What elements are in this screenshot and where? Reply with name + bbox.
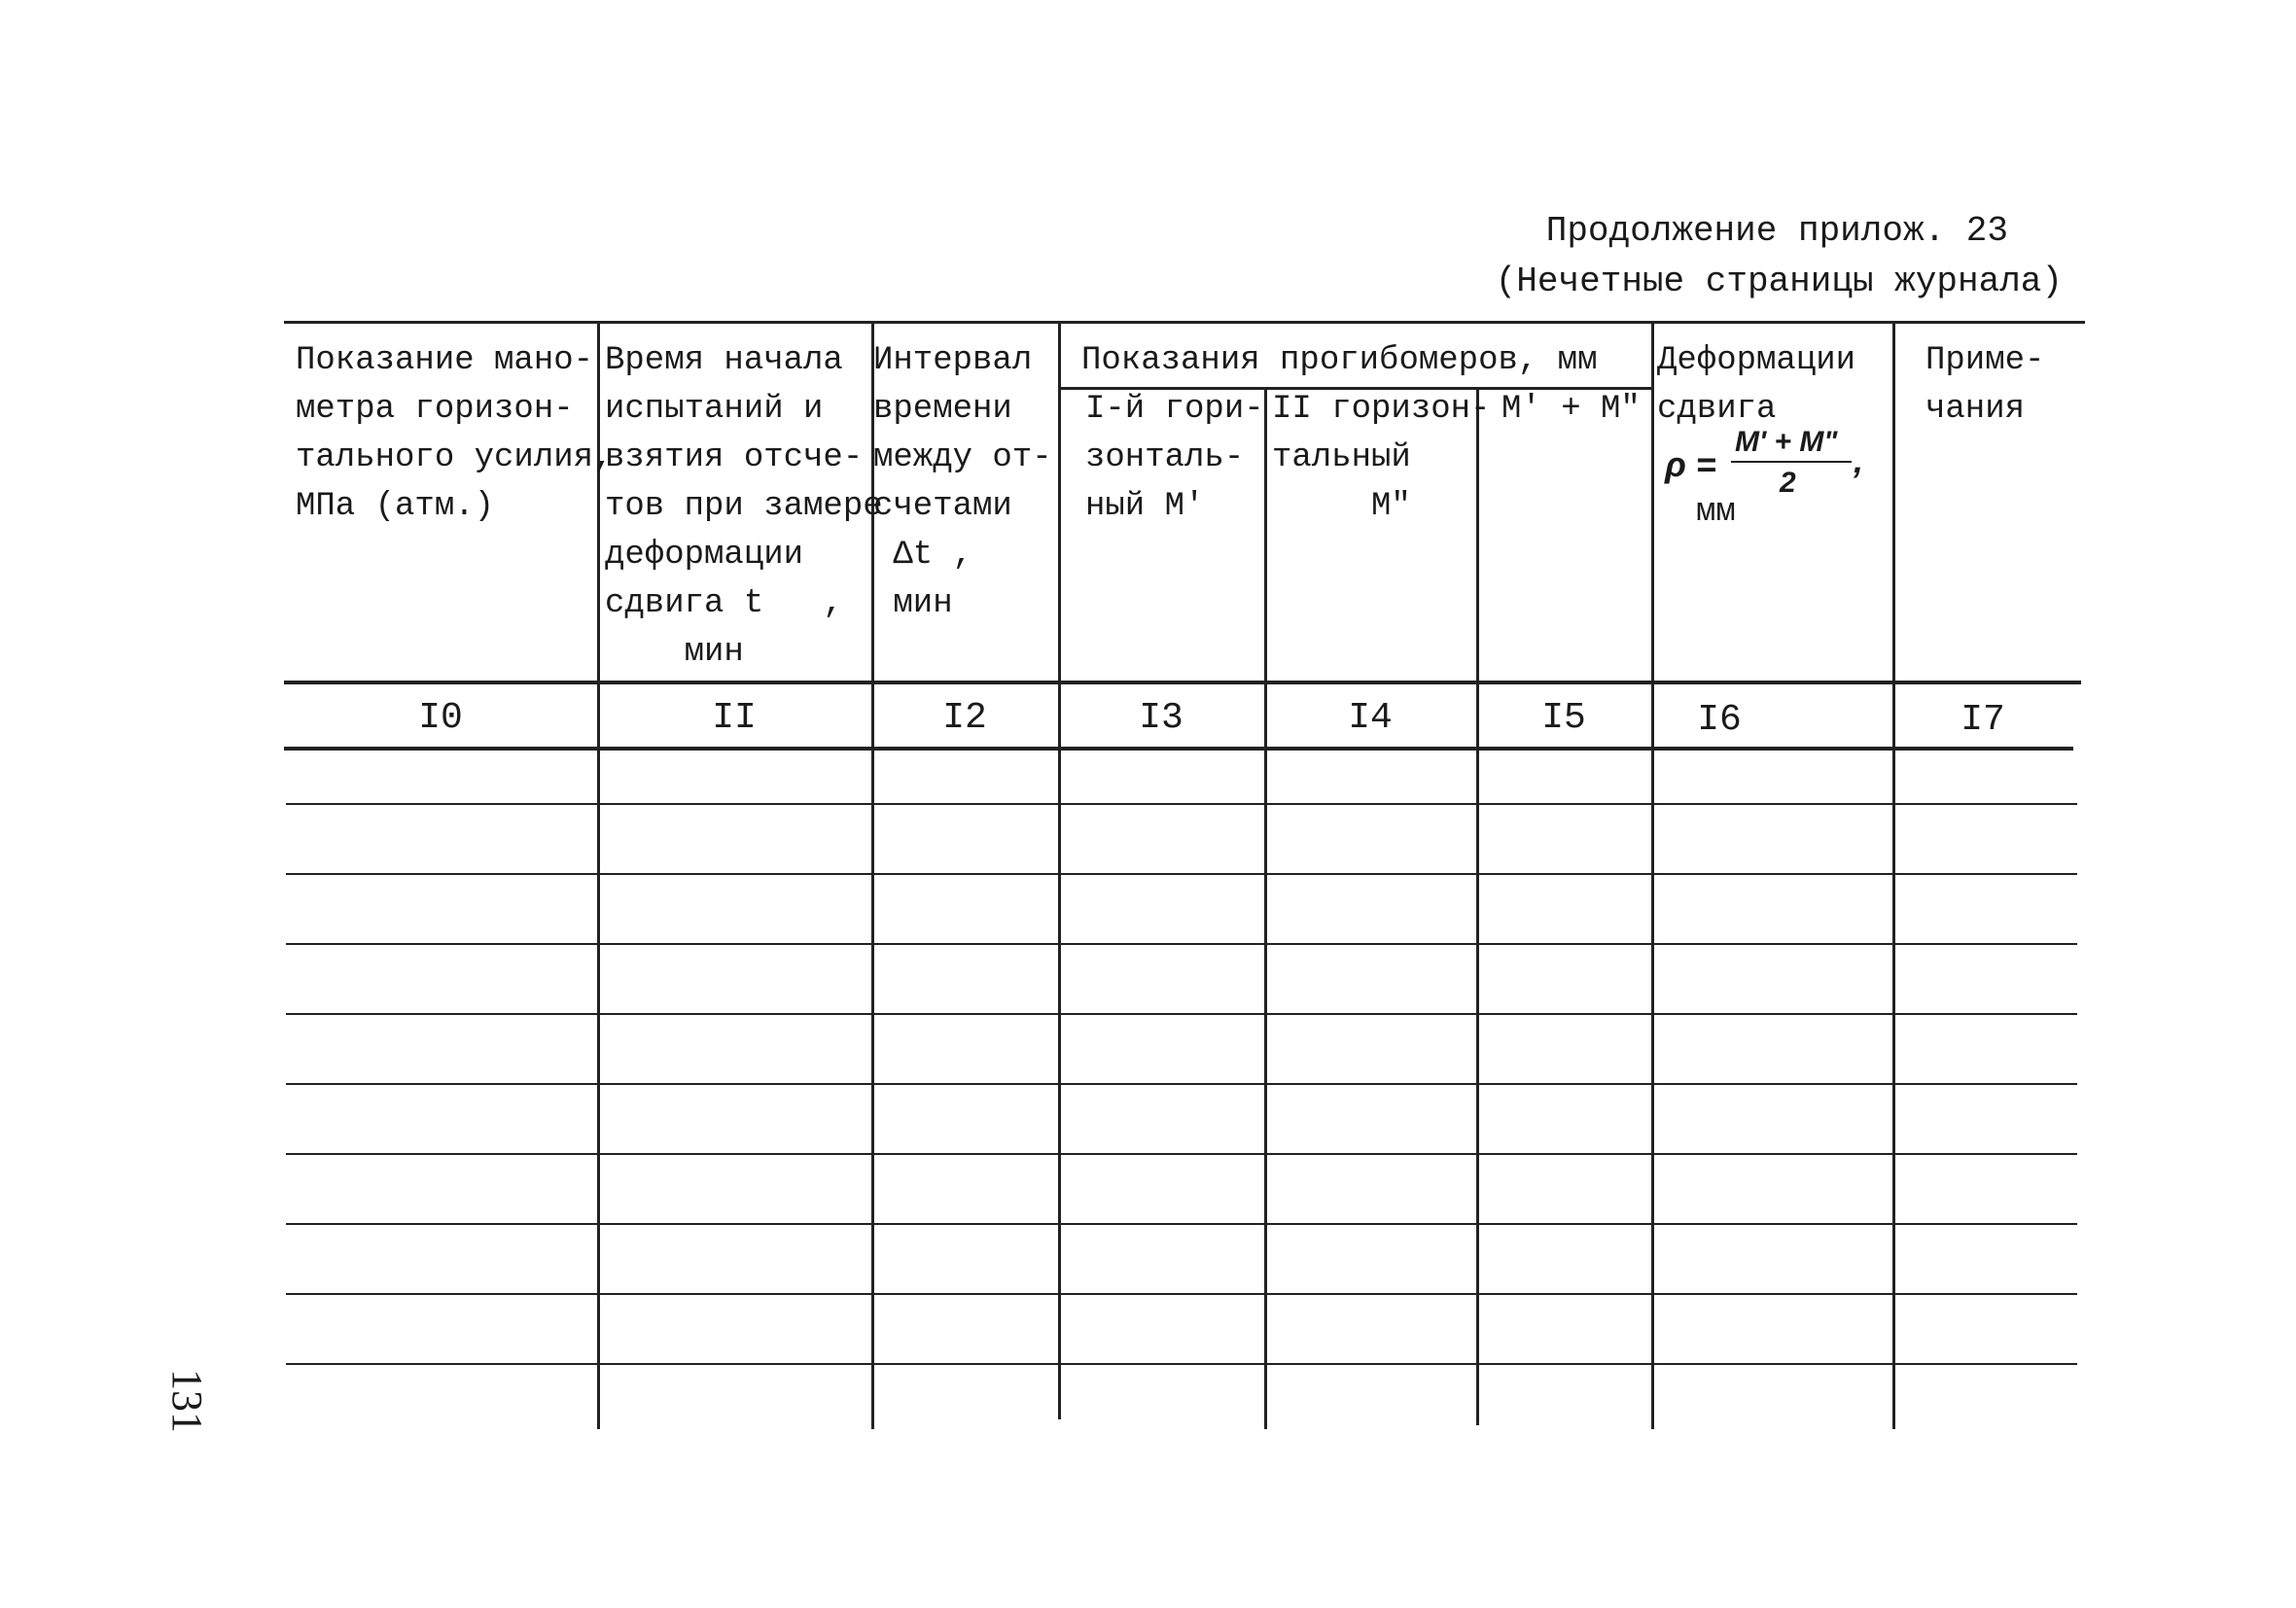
shear-formula-lhs: ρ =	[1665, 444, 1716, 484]
column-number: I5	[1541, 697, 1586, 739]
table-row-line	[286, 1293, 2077, 1295]
column-number: I4	[1348, 697, 1393, 739]
shear-formula-fraction-bar	[1731, 461, 1852, 463]
page-number: 131	[163, 1369, 211, 1433]
col-divider-16-17	[1892, 321, 1895, 1429]
table-row-line	[286, 873, 2077, 875]
column-number: I6	[1697, 699, 1742, 741]
header-group-13-15: Показания прогибомеров, мм	[1081, 342, 1598, 379]
header-col-15: М' + М"	[1501, 391, 1641, 428]
shear-formula-denominator: 2	[1780, 467, 1796, 499]
header-col-12: Интервал времени между от- счетами Δt , мин	[873, 342, 1052, 622]
header-bottom-border	[284, 681, 2081, 684]
column-number: I0	[418, 697, 463, 739]
shear-formula-comma: ,	[1854, 440, 1864, 480]
table-top-border	[284, 321, 2085, 324]
header-col-17: Приме- чания	[1925, 342, 2045, 428]
table-row-line	[286, 1223, 2077, 1225]
header-col-13: I-й гори- зонталь- ный М'	[1085, 391, 1264, 525]
header-col-10: Показание мано- метра горизон- тального усилия, МПа (атм.)	[296, 342, 614, 525]
col-divider-14-15	[1476, 387, 1479, 1425]
col-divider-15-16	[1651, 321, 1654, 1429]
column-number: I2	[942, 697, 987, 739]
column-number: I3	[1139, 697, 1183, 739]
table-row-line	[286, 1013, 2077, 1015]
header-col-16: Деформации сдвига	[1657, 342, 1856, 428]
table-row-line	[286, 943, 2077, 945]
header-col-11: Время начала испытаний и взятия отсче- тов при замере деформации сдвига t , мин	[605, 342, 883, 671]
shear-formula-numerator: M' + M"	[1735, 426, 1838, 458]
column-number: I7	[1960, 699, 2005, 741]
table-row-line	[286, 1083, 2077, 1085]
header-col-14: II горизон- тальный М"	[1272, 391, 1491, 525]
column-number: II	[712, 697, 757, 739]
caption-continuation: Продолжение прилож. 23	[1545, 211, 2008, 251]
numbers-row-border	[284, 747, 2073, 751]
table-row-line	[286, 1153, 2077, 1155]
header-col-16-unit: мм	[1696, 494, 1736, 531]
table-row-line	[286, 803, 2077, 805]
col-divider-12-13	[1058, 321, 1061, 1419]
table-row-line	[286, 1363, 2077, 1365]
caption-odd-pages: (Нечетные страницы журнала)	[1495, 262, 2063, 301]
col-divider-13-14	[1264, 387, 1267, 1429]
